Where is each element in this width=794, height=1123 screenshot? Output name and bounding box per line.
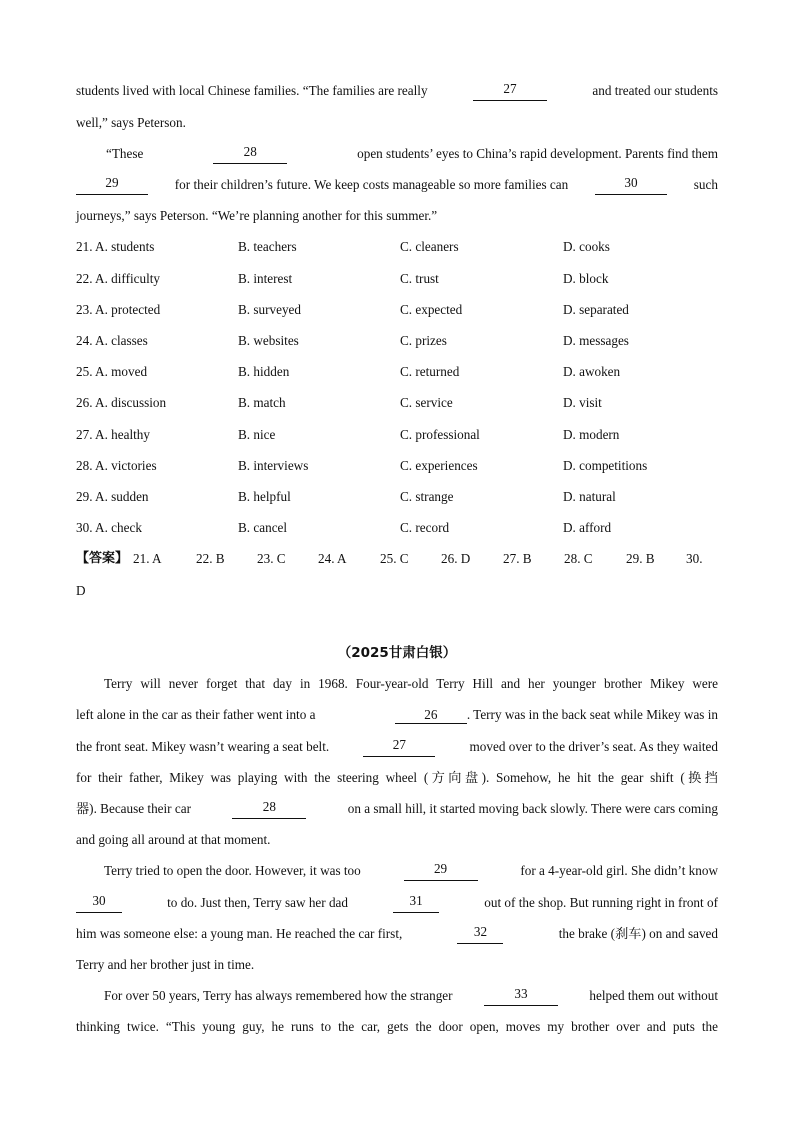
option-d: D. natural: [563, 489, 616, 504]
option-a: 22. A. difficulty: [76, 271, 161, 286]
blank-29: 29: [404, 861, 478, 881]
option-b: B. teachers: [238, 239, 297, 254]
text: . Terry was in the back seat while Mikey was in: [466, 707, 718, 722]
text: well,” says Peterson.: [76, 115, 186, 130]
text: Terry and her brother just in time.: [76, 957, 255, 972]
passage1-line-5: [76, 206, 718, 226]
text: out of the shop. But running right in front of: [484, 895, 718, 910]
passage2-line-1: [104, 674, 718, 694]
passage1-line-4: [76, 175, 718, 195]
text: for a 4-year-old girl. She didn’t know: [520, 863, 718, 878]
option-a: 21. A. students: [76, 239, 155, 254]
answer-label: 【答案】: [76, 551, 129, 566]
blank-26: 26: [395, 707, 467, 724]
option-d: D. cooks: [563, 239, 610, 254]
answer-24: 24. A: [318, 551, 347, 566]
option-a: 23. A. protected: [76, 302, 161, 317]
answer-25: 25. C: [380, 551, 409, 566]
answer-30: 30.: [686, 551, 703, 566]
passage2-line-8: [76, 893, 718, 913]
option-b: B. interest: [238, 271, 293, 286]
option-b: B. helpful: [238, 489, 291, 504]
option-b: B. surveyed: [238, 302, 301, 317]
option-a: 29. A. sudden: [76, 489, 149, 504]
blank-33: 33: [484, 986, 558, 1006]
option-c: C. professional: [400, 427, 480, 442]
option-a: 24. A. classes: [76, 333, 148, 348]
text: and going all around at that moment.: [76, 832, 271, 847]
passage1-line-1: [76, 81, 718, 101]
text: him was someone else: a young man. He reached the car first,: [76, 926, 403, 941]
text: helped them out without: [589, 988, 718, 1003]
answer-23: 23. C: [257, 551, 286, 566]
text: open students’ eyes to China’s rapid development. Parents find them: [357, 146, 718, 161]
passage2-line-7: [104, 861, 718, 881]
option-c: C. experiences: [400, 458, 478, 473]
section-title: （2025甘肃白银）: [337, 645, 457, 661]
passage2-line-3: [76, 737, 718, 757]
option-b: B. match: [238, 395, 286, 410]
answer-29: 29. B: [626, 551, 655, 566]
text: students lived with local Chinese families. “The families are really: [76, 83, 428, 98]
text: Terry tried to open the door. However, it was too: [104, 863, 361, 878]
option-d: D. competitions: [563, 458, 648, 473]
answer-27: 27. B: [503, 551, 532, 566]
passage2-line-4: [76, 768, 718, 788]
text: left alone in the car as their father went into a: [76, 707, 316, 722]
option-b: B. interviews: [238, 458, 309, 473]
passage2-line-10: [76, 955, 718, 975]
text: for their father, Mikey was playing with the steering wheel (方向盘). Somehow, he hit the gear shift (换挡: [76, 770, 718, 785]
blank-30: 30: [76, 893, 122, 913]
option-a: 30. A. check: [76, 520, 142, 535]
text: moved over to the driver’s seat. As they waited: [469, 739, 718, 754]
text: thinking twice. “This young guy, he runs to the car, gets the door open, moves my brother over and puts the: [76, 1019, 718, 1034]
passage2-line-2: [76, 705, 718, 725]
option-a: 26. A. discussion: [76, 395, 167, 410]
option-c: C. trust: [400, 271, 439, 286]
passage1-line-2: [76, 113, 718, 133]
option-d: D. separated: [563, 302, 629, 317]
answer-30-value: [76, 581, 718, 601]
text: the brake (刹车) on and saved: [558, 926, 718, 941]
text: Terry will never forget that day in 1968. Four-year-old Terry Hill and her younger brother Mikey were: [104, 676, 718, 691]
text: 器). Because their car: [76, 801, 191, 816]
text: journeys,” says Peterson. “We’re planning another for this summer.”: [76, 208, 438, 223]
answer-28: 28. C: [564, 551, 593, 566]
option-d: D. messages: [563, 333, 629, 348]
blank-31: 31: [393, 893, 439, 913]
text: D: [76, 583, 86, 598]
blank-28: 28: [232, 799, 306, 819]
option-c: C. returned: [400, 364, 460, 379]
option-d: D. awoken: [563, 364, 621, 379]
option-c: C. expected: [400, 302, 463, 317]
text: For over 50 years, Terry has always remembered how the stranger: [104, 988, 453, 1003]
option-d: D. block: [563, 271, 609, 286]
option-c: C. strange: [400, 489, 454, 504]
passage2-line-11: [104, 986, 718, 1006]
passage2-line-6: [76, 830, 718, 850]
option-c: C. record: [400, 520, 450, 535]
option-b: B. hidden: [238, 364, 290, 379]
text: the front seat. Mikey wasn’t wearing a seat belt.: [76, 739, 330, 754]
option-d: D. modern: [563, 427, 620, 442]
option-c: C. service: [400, 395, 453, 410]
passage2-line-5: [76, 799, 718, 819]
option-b: B. cancel: [238, 520, 288, 535]
text: “These: [106, 146, 144, 161]
text: on a small hill, it started moving back slowly. There were cars coming: [347, 801, 718, 816]
option-c: C. prizes: [400, 333, 447, 348]
option-c: C. cleaners: [400, 239, 459, 254]
text: and treated our students: [592, 83, 718, 98]
option-a: 28. A. victories: [76, 458, 157, 473]
option-a: 25. A. moved: [76, 364, 148, 379]
blank-28: 28: [213, 144, 287, 164]
option-d: D. afford: [563, 520, 612, 535]
option-b: B. websites: [238, 333, 299, 348]
passage2-line-9: [76, 924, 718, 944]
answer-26: 26. D: [441, 551, 471, 566]
passage2-line-12: [76, 1017, 718, 1037]
blank-32: 32: [457, 924, 503, 944]
passage1-line-3: [106, 144, 718, 164]
option-d: D. visit: [563, 395, 602, 410]
text: to do. Just then, Terry saw her dad: [167, 895, 348, 910]
text: for their children’s future. We keep costs manageable so more families can: [174, 177, 569, 192]
option-b: B. nice: [238, 427, 276, 442]
blank-29: 29: [76, 175, 148, 195]
blank-27: 27: [363, 737, 435, 757]
blank-30: 30: [595, 175, 667, 195]
blank-27: 27: [473, 81, 547, 101]
answer-21: 21. A: [133, 551, 162, 566]
answer-22: 22. B: [196, 551, 225, 566]
option-a: 27. A. healthy: [76, 427, 150, 442]
text: such: [693, 177, 718, 192]
